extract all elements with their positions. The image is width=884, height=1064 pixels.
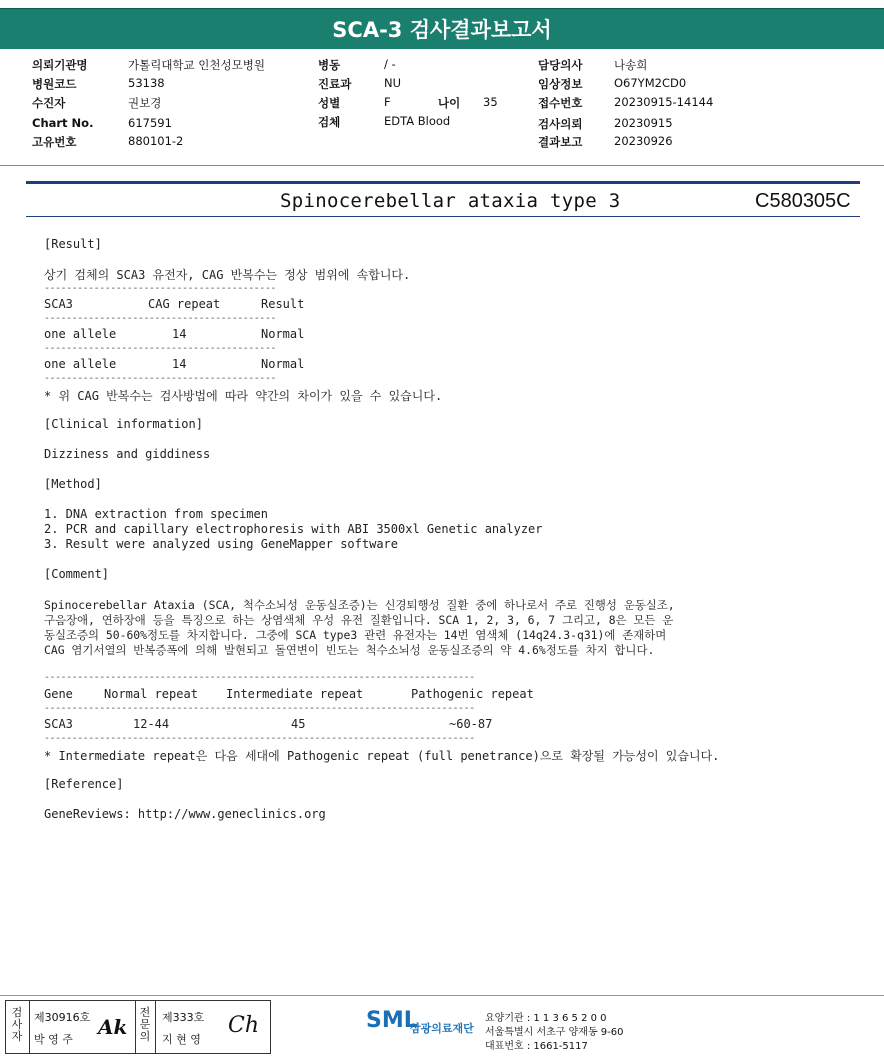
receipt-value: 20230915-14144 bbox=[614, 95, 714, 109]
doctor-label: 담당의사 bbox=[538, 58, 583, 72]
sex-label: 성별 bbox=[318, 96, 341, 110]
method-step-2: 2. PCR and capillary electrophoresis with ABI 3500xl Genetic analyzer bbox=[44, 522, 543, 536]
address-line: 서울특별시 서초구 양재동 9-60 bbox=[485, 1027, 624, 1038]
clinical-text: Dizziness and giddiness bbox=[44, 447, 211, 461]
report-title: SCA-3 검사결과보고서 bbox=[332, 18, 552, 42]
unique-value: 880101-2 bbox=[128, 134, 184, 148]
report-header bbox=[0, 55, 884, 167]
footer-divider bbox=[0, 995, 884, 996]
comment-line-2: 구음장애, 연하장애 등을 특징으로 하는 상염색체 우성 유전 질환입니다. SCA 1, 2, 3, 6, 7 그리고, 8은 모든 운 bbox=[44, 613, 674, 627]
doctor-value: 나송희 bbox=[614, 58, 648, 72]
test-title: Spinocerebellar ataxia type 3 bbox=[280, 190, 621, 212]
specimen-label: 검체 bbox=[318, 115, 341, 129]
confirmer-number: 제333호 bbox=[162, 1011, 205, 1024]
divider: ------------------------------------------------------------------------------ bbox=[44, 733, 475, 744]
institution-value: 가톨릭대학교 인천성모병원 bbox=[128, 58, 265, 72]
table2-header-normal: Normal repeat bbox=[104, 687, 198, 701]
comment-line-1: Spinocerebellar Ataxia (SCA, 척수소뇌성 운동실조증)는 신경퇴행성 질환 중에 하나로서 주로 진행성 운동실조, bbox=[44, 598, 675, 612]
reference-heading: [Reference] bbox=[44, 777, 124, 791]
title-top-rule bbox=[26, 181, 860, 184]
divider: ------------------------------------------ bbox=[44, 313, 276, 324]
method-heading: [Method] bbox=[44, 477, 102, 491]
title-bottom-rule bbox=[26, 216, 860, 217]
patient-label: 수진자 bbox=[32, 96, 66, 110]
result-note: * 위 CAG 반복수는 검사방법에 따라 약간의 차이가 있을 수 있습니다. bbox=[44, 389, 443, 403]
divider: ------------------------------------------ bbox=[44, 373, 276, 384]
chart-label: Chart No. bbox=[32, 116, 94, 130]
institution-row bbox=[32, 57, 88, 73]
allele-1-result: Normal bbox=[261, 327, 305, 341]
specimen-value: EDTA Blood bbox=[384, 114, 451, 128]
ward-label: 병동 bbox=[318, 58, 341, 72]
table-header-result: Result bbox=[261, 297, 305, 311]
allele-1-label: one allele bbox=[44, 327, 117, 341]
examiner-number: 제30916호 bbox=[34, 1011, 91, 1024]
hospital-code-value: 53138 bbox=[128, 76, 165, 90]
intermediate-note: * Intermediate repeat은 다음 세대에 Pathogenic repeat (full penetrance)으로 확장될 가능성이 있습니다. bbox=[44, 749, 720, 763]
allele-2-label: one allele bbox=[44, 357, 117, 371]
sml-logo-icon: SML bbox=[366, 1008, 418, 1033]
organization-name: 삼광의료재단 bbox=[410, 1022, 474, 1035]
request-value: 20230915 bbox=[614, 116, 673, 130]
signature-box bbox=[5, 1000, 271, 1054]
clinical-label: 임상정보 bbox=[538, 77, 583, 91]
institution-code-line: 요양기관 : 1 1 3 6 5 2 0 0 bbox=[485, 1013, 607, 1024]
table2-header-intermediate: Intermediate repeat bbox=[226, 687, 364, 701]
dept-label: 진료과 bbox=[318, 77, 352, 91]
age-value: 35 bbox=[483, 95, 498, 109]
ward-value: / - bbox=[384, 57, 396, 71]
comment-heading: [Comment] bbox=[44, 567, 110, 581]
patient-value: 권보경 bbox=[128, 96, 162, 110]
report-date-label: 결과보고 bbox=[538, 135, 583, 149]
report-title-banner bbox=[0, 8, 884, 49]
allele-2-repeat: 14 bbox=[172, 357, 187, 371]
phone-line: 대표번호 : 1661-5117 bbox=[485, 1041, 588, 1052]
confirmer-label: 전문의 bbox=[139, 1006, 151, 1043]
report-date-value: 20230926 bbox=[614, 134, 673, 148]
table2-header-pathogenic: Pathogenic repeat bbox=[411, 687, 534, 701]
allele-2-result: Normal bbox=[261, 357, 305, 371]
clinical-heading: [Clinical information] bbox=[44, 417, 203, 431]
dept-value: NU bbox=[384, 76, 402, 90]
allele-1-repeat: 14 bbox=[172, 327, 187, 341]
unique-label: 고유번호 bbox=[32, 135, 77, 149]
reference-text: GeneReviews: http://www.geneclinics.org bbox=[44, 807, 326, 821]
divider: ------------------------------------------------------------------------------ bbox=[44, 703, 475, 714]
comment-line-3: 동실조증의 50-60%정도를 차지합니다. 그중에 SCA type3 관련 유전자는 14번 염색체 (14q24.3-q31)에 존재하며 bbox=[44, 628, 667, 642]
clinical-value: O67YM2CD0 bbox=[614, 76, 687, 90]
table2-header-gene: Gene bbox=[44, 687, 73, 701]
method-step-3: 3. Result were analyzed using GeneMapper software bbox=[44, 537, 399, 551]
examiner-name: 박 영 주 bbox=[34, 1033, 73, 1046]
examiner-signature: Ak bbox=[98, 1015, 128, 1039]
method-step-1: 1. DNA extraction from specimen bbox=[44, 507, 268, 521]
examiner-label: 검사자 bbox=[11, 1006, 23, 1043]
hospital-code-label: 병원코드 bbox=[32, 77, 77, 91]
divider: ------------------------------------------ bbox=[44, 343, 276, 354]
test-code: C580305C bbox=[755, 190, 851, 212]
request-label: 검사의뢰 bbox=[538, 117, 583, 131]
table2-pathogenic: ~60-87 bbox=[449, 717, 493, 731]
table2-normal: 12-44 bbox=[133, 717, 170, 731]
table-header-repeat: CAG repeat bbox=[148, 297, 221, 311]
table-header-gene: SCA3 bbox=[44, 297, 73, 311]
chart-value: 617591 bbox=[128, 116, 172, 130]
header-divider bbox=[0, 165, 884, 166]
institution-label: 의뢰기관명 bbox=[32, 58, 88, 72]
confirmer-signature: Ch bbox=[228, 1013, 260, 1038]
receipt-label: 접수번호 bbox=[538, 96, 583, 110]
comment-line-4: CAG 염기서열의 반복증폭에 의해 발현되고 돌연변이 빈도는 척수소뇌성 운동실조증의 약 4.6%정도를 차지 합니다. bbox=[44, 643, 655, 657]
sex-value: F bbox=[384, 95, 391, 109]
result-text: 상기 검체의 SCA3 유전자, CAG 반복수는 정상 범위에 속합니다. bbox=[44, 268, 411, 282]
age-label: 나이 bbox=[438, 96, 461, 110]
divider: ------------------------------------------------------------------------------ bbox=[44, 672, 475, 683]
table2-gene: SCA3 bbox=[44, 717, 73, 731]
divider: ------------------------------------------ bbox=[44, 283, 276, 294]
result-heading: [Result] bbox=[44, 237, 102, 251]
confirmer-name: 지 현 영 bbox=[162, 1033, 201, 1046]
table2-intermediate: 45 bbox=[291, 717, 306, 731]
